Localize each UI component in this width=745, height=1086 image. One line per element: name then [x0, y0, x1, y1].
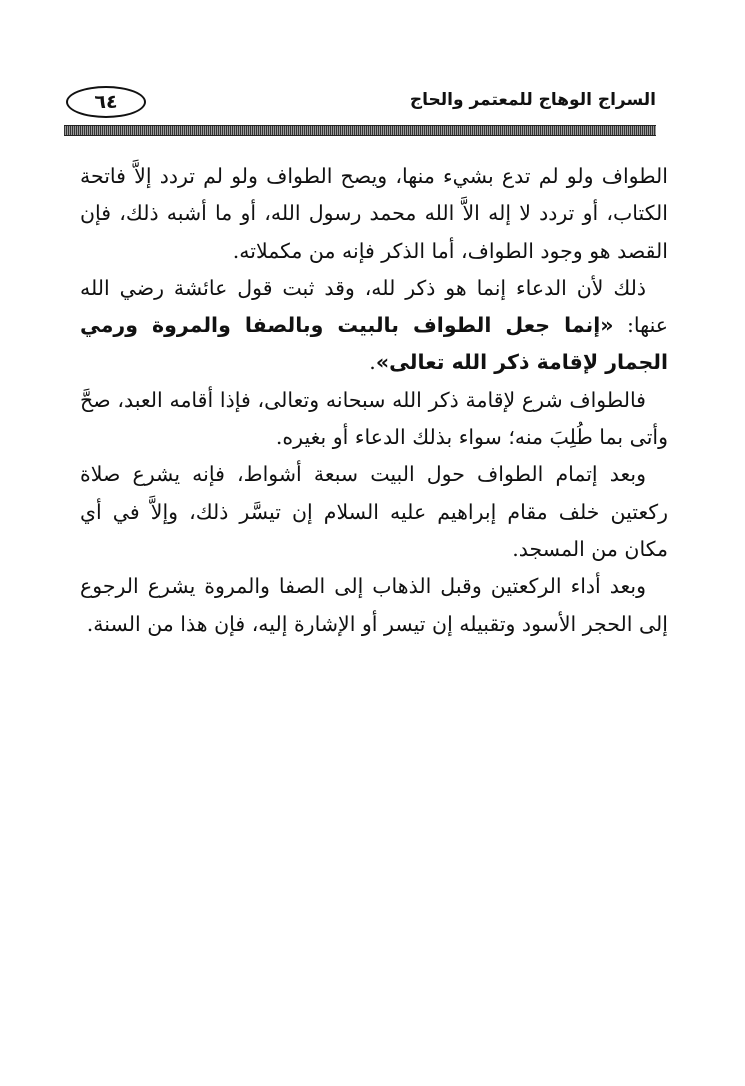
paragraph-2	[80, 270, 668, 382]
page-number: ٦٤	[94, 90, 118, 113]
paragraph-3-text: فالطواف شرع لإقامة ذكر الله سبحانه وتعالى، فإذا أقامه العبد، صحَّ وأتى بما طُلِبَ منه؛ سواء بذلك الدعاء أو بغيره.	[80, 387, 668, 450]
paragraph-5	[80, 568, 668, 643]
paragraph-2-end: .	[369, 350, 376, 375]
main-text	[80, 158, 668, 643]
paragraph-2-intro: ذلك لأن الدعاء إنما هو ذكر لله، وقد ثبت قول عائشة رضي الله عنها:	[80, 275, 668, 338]
header-divider	[64, 125, 656, 136]
paragraph-5-text: وبعد أداء الركعتين وقبل الذهاب إلى الصفا والمروة يشرع الرجوع إلى الحجر الأسود وتقبيله إن تيسر أو الإشارة إليه، فإن هذا من السنة.	[80, 574, 668, 636]
page-header	[64, 86, 656, 126]
paragraph-4-text: وبعد إتمام الطواف حول البيت سبعة أشواط، فإنه يشرع صلاة ركعتين خلف مقام إبراهيم عليه السلام إن تيسَّر ذلك، وإلاَّ في أي مكان من المسجد.	[80, 462, 668, 561]
hadith-quote: «إنما جعل الطواف بالبيت وبالصفا والمروة ورمي الجمار لإقامة ذكر الله تعالى»	[80, 313, 668, 375]
paragraph-1: الطواف ولو لم تدع بشيء منها، ويصح الطواف ولو لم تردد إلاَّ فاتحة الكتاب، أو تردد لا إله الاَّ الله محمد رسول الله، أو ما أشبه ذلك، فإن القصد هو وجود الطواف، أما الذكر فإنه من مكملاته.	[80, 164, 668, 263]
paragraph-4	[80, 456, 668, 568]
page-number-badge	[66, 86, 144, 116]
page-number-oval	[66, 86, 146, 118]
paragraph-3	[80, 382, 668, 457]
running-title: السراج الوهاج للمعتمر والحاج	[409, 90, 656, 110]
